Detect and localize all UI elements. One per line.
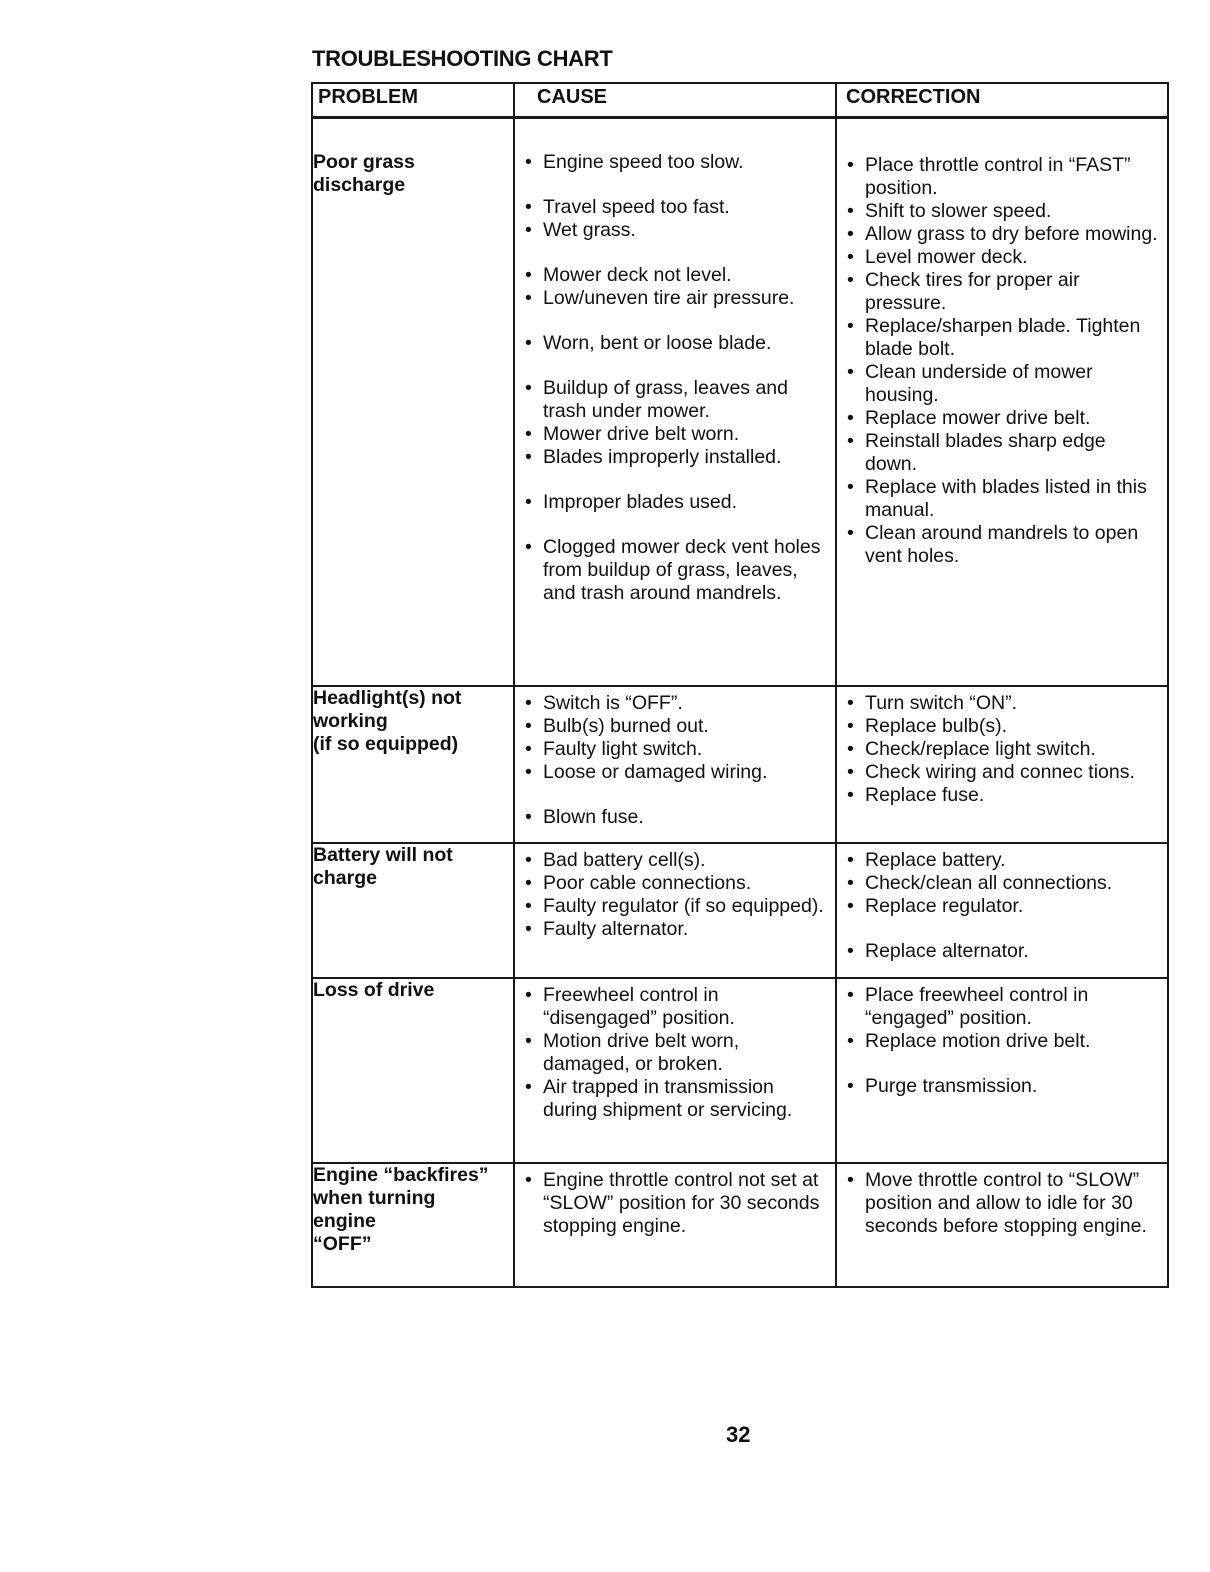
header-row [312,83,1168,118]
bullet-icon: • [525,738,532,760]
bullet-icon: • [847,200,854,222]
cause-item: • Improper blades used. [525,491,738,513]
correction-cell [836,1163,1168,1287]
problem-cell: Poor grass discharge [312,118,514,687]
bullet-icon: • [525,918,532,940]
bullet-icon: • [525,895,532,917]
correction-item: • Replace bulb(s). [847,715,1007,737]
cause-item: • Faulty light switch. [525,738,703,760]
cause-cell [514,686,836,843]
bullet-icon: • [525,761,532,783]
cause-item: • Engine speed too slow. [525,151,744,173]
correction-cell [836,686,1168,843]
cause-item: • Switch is “OFF”. [525,692,683,714]
cause-item: • Freewheel control in “disengaged” position. [525,984,735,1029]
cause-item: • Buildup of grass, leaves and trash under mower. [525,377,788,422]
cause-item: • Faulty regulator (if so equipped). [525,895,824,917]
bullet-icon: • [847,154,854,176]
correction-item: • Replace regulator. [847,895,1024,917]
correction-item: • Replace battery. [847,849,1006,871]
bullet-icon: • [847,522,854,544]
bullet-icon: • [847,1030,854,1052]
cause-cell [514,978,836,1163]
bullet-icon: • [525,806,532,828]
correction-item: • Replace alternator. [847,940,1029,962]
correction-item: • Reinstall blades sharp edge down. [847,430,1106,475]
bullet-icon: • [525,1030,532,1052]
bullet-icon: • [847,715,854,737]
bullet-icon: • [847,692,854,714]
troubleshooting-table [311,82,1169,1288]
bullet-icon: • [525,196,532,218]
cause-item: • Bulb(s) burned out. [525,715,709,737]
header-cause: CAUSE [514,83,836,118]
bullet-icon: • [847,476,854,498]
bullet-icon: • [525,264,532,286]
problem-cell: Headlight(s) not working (if so equipped) [312,686,514,843]
cause-item: • Mower deck not level. [525,264,732,286]
problem-cell: Loss of drive [312,978,514,1163]
correction-item: • Clean underside of mower housing. [847,361,1093,406]
bullet-icon: • [847,895,854,917]
bullet-icon: • [847,984,854,1006]
correction-cell [836,843,1168,978]
correction-item: • Move throttle control to “SLOW” position and allow to idle for 30 seconds before stopping engine. [847,1169,1147,1237]
table-row [312,1163,1168,1287]
bullet-icon: • [525,715,532,737]
bullet-icon: • [525,377,532,399]
bullet-icon: • [525,692,532,714]
problem-cell: Engine “backfires” when turning engine “OFF” [312,1163,514,1287]
cause-item: • Wet grass. [525,219,636,241]
header-correction: CORRECTION [836,83,1168,118]
correction-item: • Check/clean all connections. [847,872,1113,894]
table-row [312,843,1168,978]
bullet-icon: • [847,223,854,245]
correction-cell [836,978,1168,1163]
cause-cell [514,1163,836,1287]
bullet-icon: • [525,219,532,241]
bullet-icon: • [847,784,854,806]
bullet-icon: • [847,315,854,337]
correction-cell [836,118,1168,687]
cause-item: • Mower drive belt worn. [525,423,740,445]
bullet-icon: • [847,1075,854,1097]
bullet-icon: • [847,407,854,429]
correction-item: • Allow grass to dry before mowing. [847,223,1158,245]
cause-item: • Faulty alternator. [525,918,689,940]
bullet-icon: • [847,246,854,268]
cause-item: • Low/uneven tire air pressure. [525,287,795,309]
correction-item: • Check/replace light switch. [847,738,1096,760]
cause-item: • Blades improperly installed. [525,446,782,468]
chart-title: TROUBLESHOOTING CHART [312,46,613,71]
bullet-icon: • [525,1169,532,1191]
bullet-icon: • [847,269,854,291]
bullet-icon: • [525,332,532,354]
cause-item: • Poor cable connections. [525,872,752,894]
correction-item: • Replace motion drive belt. [847,1030,1091,1052]
bullet-icon: • [525,984,532,1006]
correction-item: • Level mower deck. [847,246,1028,268]
bullet-icon: • [847,738,854,760]
page-number: 32 [726,1422,751,1447]
correction-item: • Replace with blades listed in this manual. [847,476,1147,521]
bullet-icon: • [847,940,854,962]
cause-item: • Motion drive belt worn, damaged, or broken. [525,1030,740,1075]
correction-item: • Place throttle control in “FAST” position. [847,154,1131,199]
correction-item: • Check wiring and connec tions. [847,761,1135,783]
bullet-icon: • [525,423,532,445]
bullet-icon: • [847,872,854,894]
table-row [312,978,1168,1163]
bullet-icon: • [525,849,532,871]
table-row [312,118,1168,687]
cause-item: • Worn, bent or loose blade. [525,332,772,354]
correction-item: • Replace fuse. [847,784,985,806]
bullet-icon: • [525,872,532,894]
bullet-icon: • [847,1169,854,1191]
bullet-icon: • [525,1076,532,1098]
bullet-icon: • [525,446,532,468]
cause-item: • Engine throttle control not set at “SLOW” position for 30 seconds stopping engine. [525,1169,820,1237]
cause-item: • Air trapped in transmission during shipment or servicing. [525,1076,793,1121]
cause-item: • Bad battery cell(s). [525,849,706,871]
cause-item: • Loose or damaged wiring. [525,761,768,783]
correction-item: • Purge transmission. [847,1075,1038,1097]
problem-cell: Battery will not charge [312,843,514,978]
bullet-icon: • [847,849,854,871]
cause-item: • Clogged mower deck vent holes from buildup of grass, leaves, and trash around mandrels. [525,536,821,604]
correction-item: • Place freewheel control in “engaged” position. [847,984,1089,1029]
correction-item: • Check tires for proper air pressure. [847,269,1080,314]
correction-item: • Turn switch “ON”. [847,692,1018,714]
bullet-icon: • [847,761,854,783]
bullet-icon: • [525,287,532,309]
correction-item: • Replace/sharpen blade. Tighten blade bolt. [847,315,1141,360]
cause-item: • Travel speed too fast. [525,196,730,218]
bullet-icon: • [525,491,532,513]
correction-item: • Clean around mandrels to open vent holes. [847,522,1139,567]
cause-cell [514,118,836,687]
correction-item: • Shift to slower speed. [847,200,1052,222]
bullet-icon: • [525,536,532,558]
bullet-icon: • [847,361,854,383]
header-problem: PROBLEM [312,83,514,118]
table-row [312,686,1168,843]
cause-cell [514,843,836,978]
bullet-icon: • [525,151,532,173]
correction-item: • Replace mower drive belt. [847,407,1091,429]
bullet-icon: • [847,430,854,452]
cause-item: • Blown fuse. [525,806,644,828]
